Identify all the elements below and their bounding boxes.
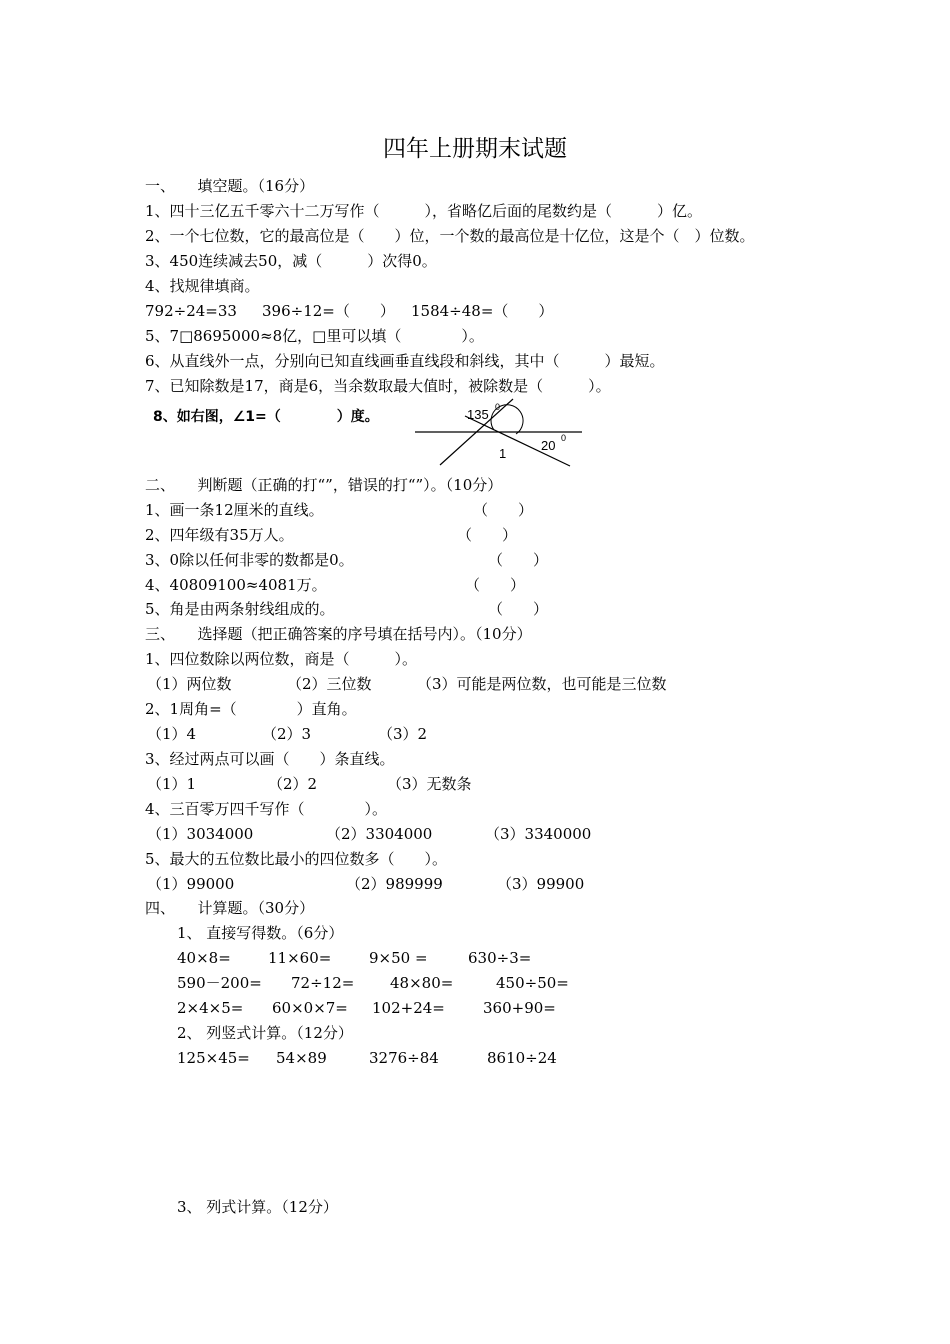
s4-part-2: 2、 列竖式计算。（12分） (177, 1024, 353, 1042)
calc-3-3: 102+24= (372, 999, 445, 1017)
section-4-header: 四、 计算题。（30分） (145, 899, 315, 917)
s2-item-5: 5、角是由两条射线组成的。 (145, 600, 335, 618)
section-3-header: 三、 选择题（把正确答案的序号填在括号内）。（10分） (145, 625, 532, 643)
section-2-header: 二、 判断题（正确的打“”，错误的打“”）。（10分） (145, 476, 503, 494)
s3-q1-option-1: （1）两位数 (147, 675, 232, 693)
calc-3-4: 360+90= (483, 999, 556, 1017)
s3-q1-option-3: （3）可能是两位数，也可能是三位数 (417, 675, 667, 693)
calc-2-3: 48×80= (390, 974, 454, 992)
s1-q4-item-1: 792÷24=33 (145, 302, 237, 320)
s3-question-4: 4、三百零万四千写作（ ）。 (145, 800, 388, 818)
s3-q5-option-2: （2）989999 (346, 875, 443, 893)
vertical-calc-2: 54×89 (276, 1049, 327, 1067)
calc-2-4: 450÷50= (496, 974, 569, 992)
s3-q4-option-3: （3）3340000 (485, 825, 592, 843)
s3-q1-option-2: （2）三位数 (287, 675, 372, 693)
s2-item-3: 3、0除以任何非零的数都是0。 (145, 551, 354, 569)
s2-item-5-paren: （ ） (488, 600, 549, 618)
s1-question-1: 1、四十三亿五千零六十二万写作（ ），省略亿后面的尾数约是（ ）亿。 (145, 202, 703, 220)
s3-question-5: 5、最大的五位数比最小的四位数多（ ）。 (145, 850, 448, 868)
s3-q3-option-2: （2）2 (268, 775, 318, 793)
calc-1-1: 40×8= (177, 949, 231, 967)
vertical-calc-3: 3276÷84 (369, 1049, 439, 1067)
s3-question-3: 3、经过两点可以画（ ）条直线。 (145, 750, 395, 768)
s2-item-4-paren: （ ） (465, 576, 526, 594)
s2-item-1-paren: （ ） (473, 501, 534, 519)
s3-q2-option-2: （2）3 (262, 725, 312, 743)
s1-question-2: 2、一个七位数，它的最高位是（ ）位，一个数的最高位是十亿位，这是个（ ）位数。 (145, 227, 755, 245)
angle-degree-sup-1: 0 (495, 402, 501, 412)
s3-q2-option-3: （3）2 (378, 725, 428, 743)
vertical-calc-4: 8610÷24 (487, 1049, 557, 1067)
angle-degree-sup-2: 0 (561, 433, 567, 443)
calc-3-2: 60×0×7= (272, 999, 348, 1017)
s2-item-1: 1、画一条12厘米的直线。 (145, 501, 324, 519)
s1-question-5: 5、7□8695000≈8亿，□里可以填（ ）。 (145, 327, 484, 345)
angle-label-20: 20 (541, 438, 556, 453)
angle-label-1: 1 (499, 446, 507, 461)
calc-2-1: 590－200= (177, 974, 262, 992)
s3-q4-option-2: （2）3304000 (326, 825, 433, 843)
calc-3-1: 2×4×5= (177, 999, 244, 1017)
s4-part-3: 3、 列式计算。（12分） (177, 1198, 338, 1216)
s2-item-2-paren: （ ） (457, 526, 518, 544)
s3-q5-option-3: （3）99900 (497, 875, 585, 893)
s1-question-8: 8、如右图，∠1=（ ）度。 (153, 409, 379, 425)
s3-question-1: 1、四位数除以两位数，商是（ ）。 (145, 650, 418, 668)
page-title: 四年上册期末试题 (383, 136, 567, 162)
calc-1-2: 11×60= (268, 949, 332, 967)
calc-1-3: 9×50 = (369, 949, 428, 967)
s3-q3-option-1: （1）1 (147, 775, 197, 793)
s2-item-4: 4、40809100≈4081万。 (145, 576, 327, 594)
angle-figure (410, 396, 585, 470)
s3-q4-option-1: （1）3034000 (147, 825, 254, 843)
s2-item-2: 2、四年级有35万人。 (145, 526, 294, 544)
s2-item-3-paren: （ ） (488, 551, 549, 569)
s3-q3-option-3: （3）无数条 (387, 775, 472, 793)
s1-question-6: 6、从直线外一点，分别向已知直线画垂直线段和斜线，其中（ ）最短。 (145, 352, 665, 370)
s3-q2-option-1: （1）4 (147, 725, 197, 743)
s3-q5-option-1: （1）99000 (147, 875, 235, 893)
calc-2-2: 72÷12= (291, 974, 355, 992)
s1-q4-item-3: 1584÷48=（ ） (411, 302, 554, 320)
s3-question-2: 2、1周角=（ ）直角。 (145, 700, 357, 718)
calc-1-4: 630÷3= (468, 949, 532, 967)
s1-q4-item-2: 396÷12=（ ） (262, 302, 395, 320)
s1-question-4: 4、找规律填商。 (145, 277, 260, 295)
s1-question-7: 7、已知除数是17，商是6，当余数取最大值时，被除数是（ ）。 (145, 377, 611, 395)
section-1-header: 一、 填空题。（16分） (145, 177, 315, 195)
angle-label-135: 135 (467, 407, 489, 422)
vertical-calc-1: 125×45= (177, 1049, 250, 1067)
s1-question-3: 3、450连续减去50，减（ ）次得0。 (145, 252, 437, 270)
s4-part-1: 1、 直接写得数。（6分） (177, 924, 344, 942)
